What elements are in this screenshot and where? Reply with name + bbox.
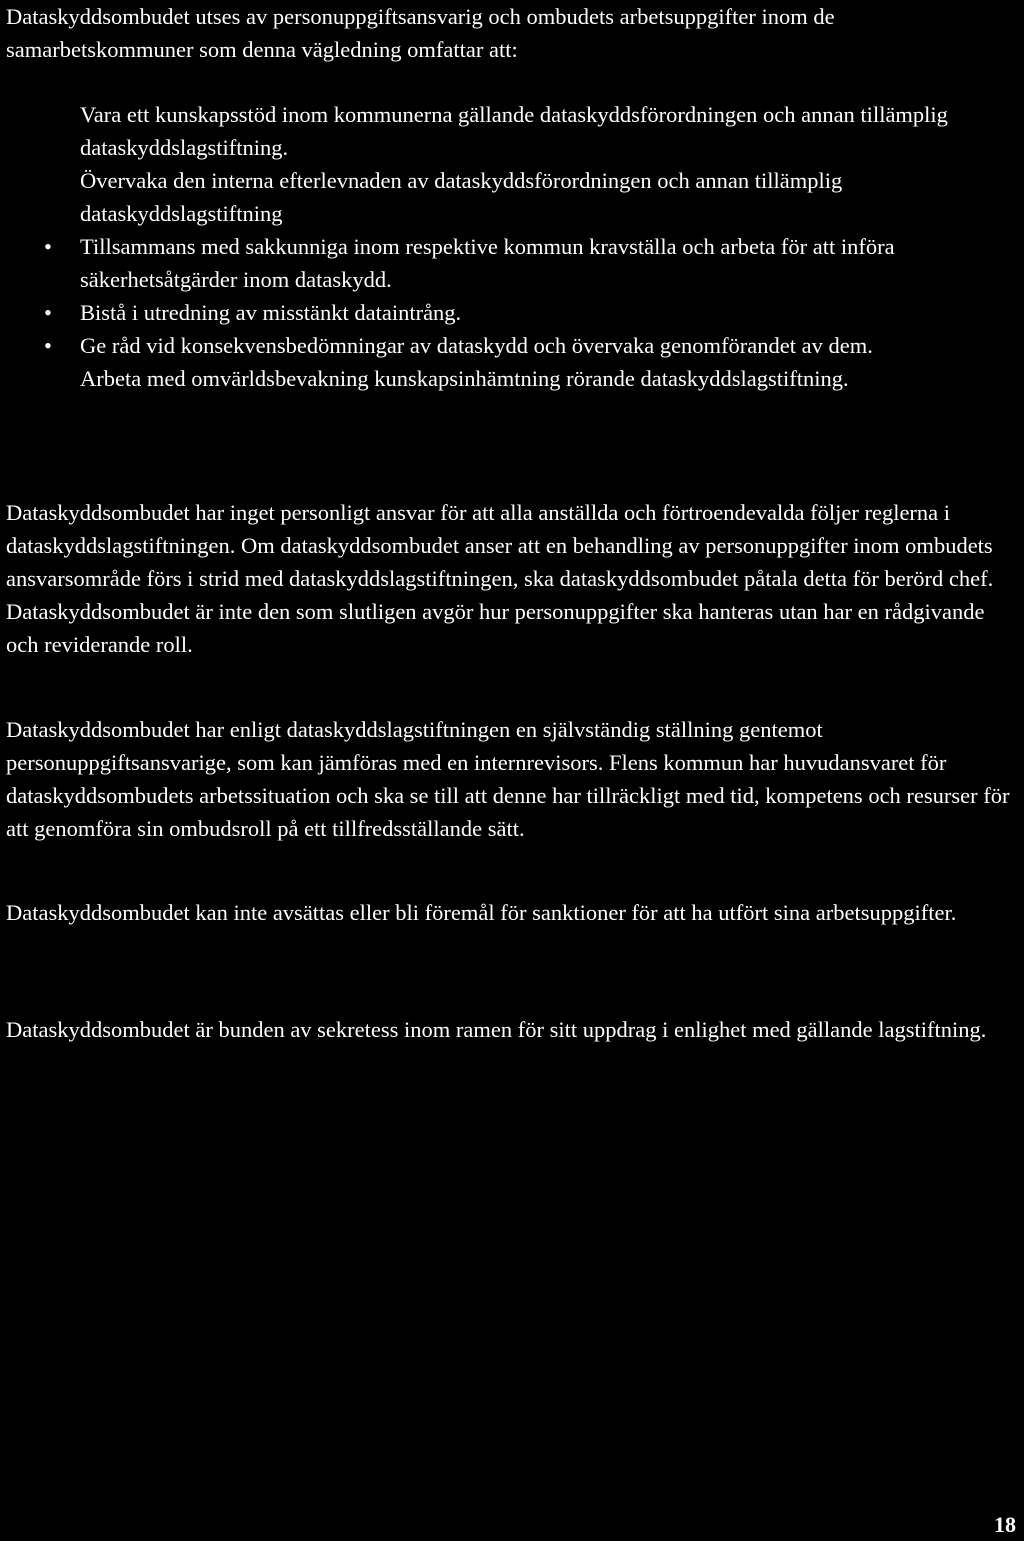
list-item-text: Arbeta med omvärldsbevakning kunskapsinhämtning rörande dataskyddslagstiftning. [80, 366, 849, 391]
list-item [0, 296, 1024, 329]
protection-paragraph: Dataskyddsombudet kan inte avsättas eller bli föremål för sanktioner för att ha utfört sina arbetsuppgifter. [6, 900, 957, 925]
independence-paragraph: Dataskyddsombudet har enligt dataskyddslagstiftningen en självständig ställning gentemot personuppgiftsansvarige, som kan jämföras med en internrevisors. Flens kommun har huvudansvaret för dataskyddsombudets arbetssituation och ska se till att denne har tillräckligt med tid, kompetens och resurser för att genomföra sin ombudsroll på ett tillfredsställande sätt. [6, 717, 1010, 841]
list-item-text: Ge råd vid konsekvensbedömningar av dataskydd och övervaka genomförandet av dem. [80, 333, 873, 358]
list-item [0, 362, 1024, 395]
list-item-text: Tillsammans med sakkunniga inom respektive kommun kravställa och arbeta för att införa säkerhetsåtgärder inom dataskydd. [80, 234, 895, 292]
bullet-marker: • [44, 300, 52, 325]
bullet-marker: • [44, 234, 52, 259]
list-item [0, 329, 1024, 362]
responsibility-paragraph: Dataskyddsombudet har inget personligt ansvar för att alla anställda och förtroendevalda följer reglerna i dataskyddslagstiftningen. Om dataskyddsombudet anser att en behandling av personuppgifter inom ombudets ansvarsområde förs i strid med dataskyddslagstiftningen, ska dataskyddsombudet påtala detta för berörd chef. Dataskyddsombudet är inte den som slutligen avgör hur personuppgifter ska hanteras utan har en rådgivande och reviderande roll. [6, 500, 994, 657]
list-item-text: Vara ett kunskapsstöd inom kommunerna gällande dataskyddsförordningen och annan tillämplig dataskyddslagstiftning. [80, 102, 948, 160]
intro-paragraph: Dataskyddsombudet utses av personuppgiftsansvarig och ombudets arbetsuppgifter inom de samarbetskommuner som denna vägledning omfattar att: [6, 4, 835, 62]
list-item [0, 98, 1024, 164]
bullet-marker: • [44, 333, 52, 358]
task-list [0, 98, 1024, 395]
list-item-text: Övervaka den interna efterlevnaden av dataskyddsförordningen och annan tillämplig dataskyddslagstiftning [80, 168, 843, 226]
list-item [0, 164, 1024, 230]
list-item [0, 230, 1024, 296]
list-item-text: Bistå i utredning av misstänkt dataintrång. [80, 300, 462, 325]
confidentiality-paragraph: Dataskyddsombudet är bunden av sekretess inom ramen för sitt uppdrag i enlighet med gällande lagstiftning. [6, 1017, 987, 1042]
page-number: 18 [994, 1512, 1016, 1537]
